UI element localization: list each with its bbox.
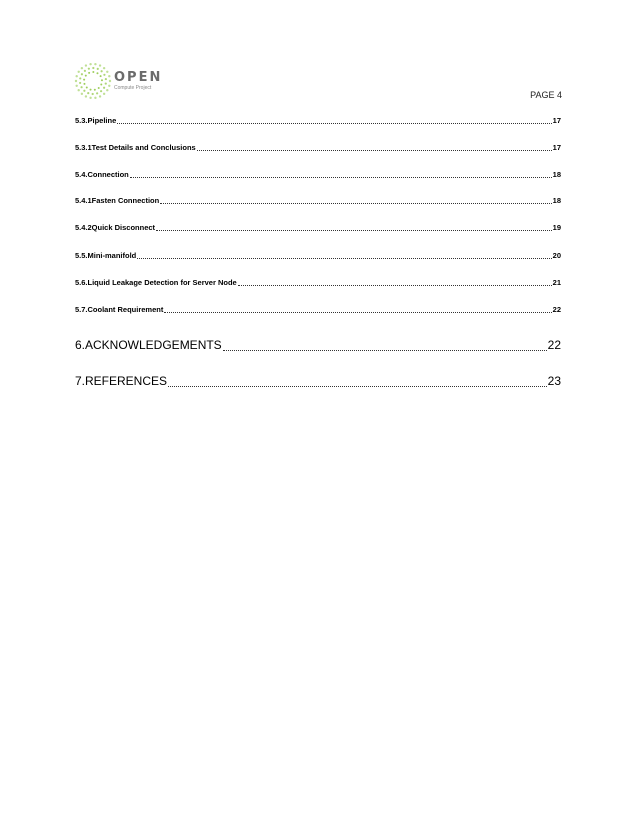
toc-entry-page: 20 [552,251,561,260]
toc-leader-dots [137,258,551,259]
toc-entry-page: 19 [552,223,561,232]
toc-entry[interactable] [75,278,561,288]
toc-entry[interactable] [75,116,561,126]
toc-entry[interactable] [75,374,561,390]
toc-leader-dots [156,230,552,231]
logo-subtitle: Compute Project [114,85,152,91]
toc-entry-page: 17 [552,143,561,152]
open-compute-logo [74,62,174,100]
toc-entry-page: 21 [552,278,561,287]
toc-entry-label: 5.3.Pipeline [75,116,117,125]
page-number: PAGE 4 [530,90,562,100]
toc-leader-dots [130,177,552,178]
toc-entry-page: 17 [552,116,561,125]
logo-text [114,71,162,91]
toc-leader-dots [160,203,551,204]
toc-entry-page: 22 [547,338,561,352]
toc-entry-page: 23 [547,374,561,388]
toc-leader-dots [168,386,547,387]
toc-entry[interactable] [75,143,561,153]
toc-entry-label: 5.4.1Fasten Connection [75,196,160,205]
toc-entry-label: 5.4.Connection [75,170,129,179]
toc-leader-dots [197,150,552,151]
toc-entry-page: 22 [552,305,561,314]
toc-leader-dots [223,350,547,351]
toc-entry-label: 5.7.Coolant Requirement [75,305,164,314]
toc-entry-label: 5.5.Mini-manifold [75,251,137,260]
logo-dots-icon [74,62,112,100]
toc-entry[interactable] [75,223,561,233]
toc-leader-dots [117,123,551,124]
logo-word: OPEN [114,70,163,85]
toc-entry[interactable] [75,338,561,354]
toc-entry[interactable] [75,170,561,180]
toc-entry[interactable] [75,251,561,261]
toc-entry-label: 5.6.Liquid Leakage Detection for Server Node [75,278,237,287]
toc-entry-label: 7.REFERENCES [75,374,168,388]
toc-entry-page: 18 [552,170,561,179]
toc-entry-label: 6.ACKNOWLEDGEMENTS [75,338,222,352]
toc-entry[interactable] [75,196,561,206]
toc-entry-label: 5.3.1Test Details and Conclusions [75,143,196,152]
toc-entry-label: 5.4.2Quick Disconnect [75,223,156,232]
toc-entry[interactable] [75,305,561,315]
toc-entry-page: 18 [552,196,561,205]
toc-leader-dots [238,285,552,286]
toc-leader-dots [164,312,551,313]
